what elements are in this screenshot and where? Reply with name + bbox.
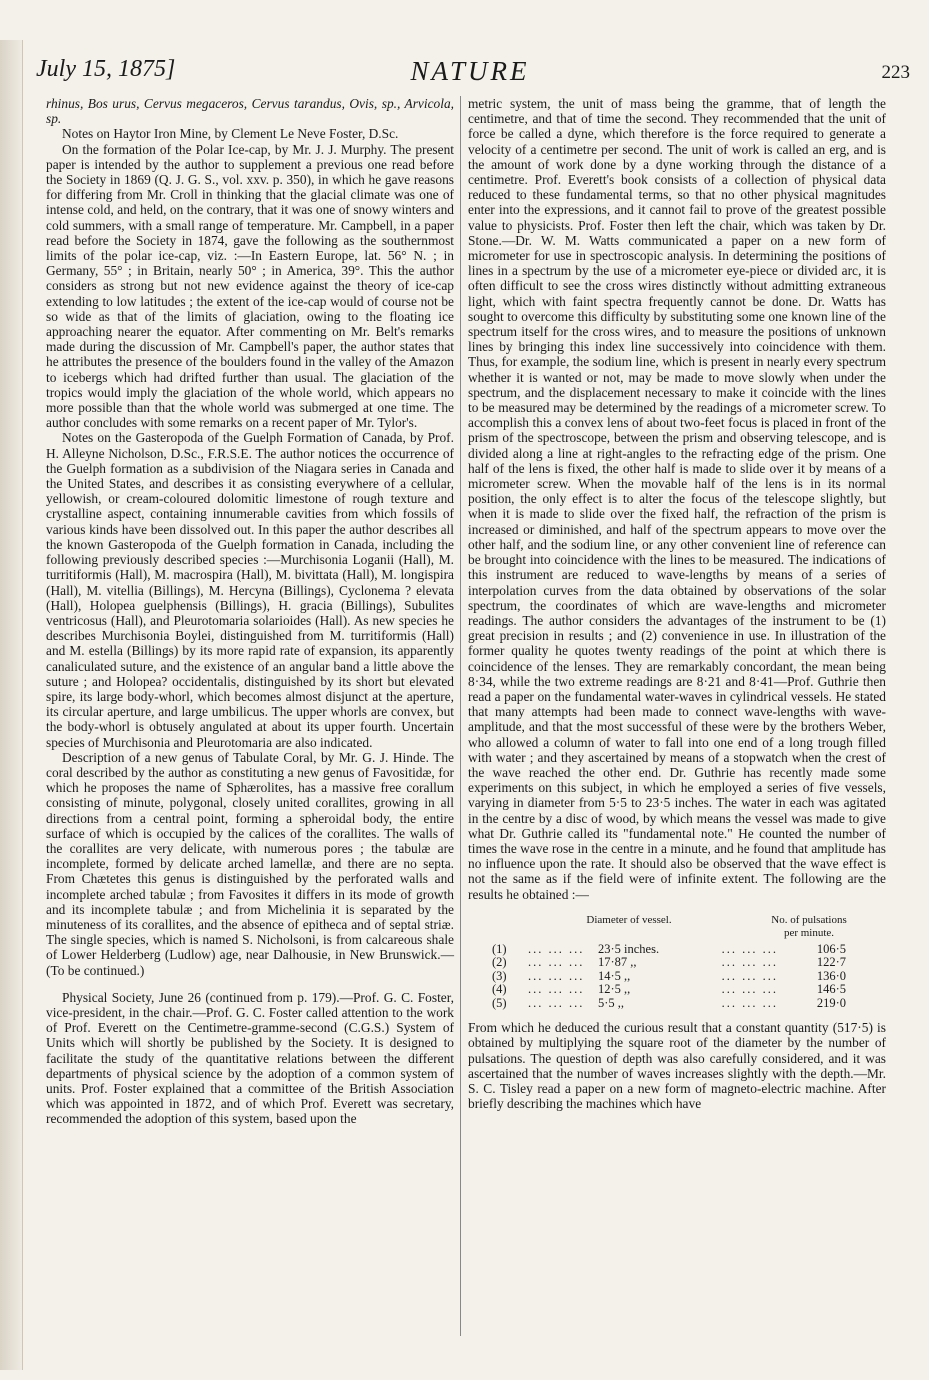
column-divider (460, 96, 461, 1336)
paragraph: On the formation of the Polar Ice-cap, by Mr. J. J. Murphy. The present paper is intended by the author to supplement a previous one read before the Society in 1869 (Q. J. G. S., vol. xxv. p. 350), in which he gave reasons for differing from Mr. Croll in thinking that the glacial climate was one of intense cold, and held, on the contrary, that it was one of snowy winters and cold summers, with a small range of temperature. Mr. Campbell, in a paper read before the Society in 1874, gave the following as the southernmost limits of the polar ice-cap, viz. :—In Eastern Europe, lat. 56° N. ; in Germany, 55° ; in Britain, nearly 50° ; in America, 39°. This the author considers as strong but not new evidence against the theory of ice-cap extending to low latitudes ; the extent of the ice-cap would of course not be so wide as that of the limits of glaciation, owing to the floating ice approaching nearer the equator. After commenting on Mr. Belt's remarks made during the discussion of Mr. Campbell's paper, the author states that he attributes the presence of the boulders found in the valley of the Amazon to icebergs which had drifted further than usual. The glaciation of the tropics would imply the glaciation of the whole world, which appears no more possible than that the whole world was submerged at one time. The author concludes with some remarks on a recent paper of Mr. Tylor's. (46, 141, 454, 431)
table-row: (4) ... ... ... 12·5 ,, ... ... ... 146·5 (492, 982, 846, 997)
left-column (46, 96, 454, 1127)
journal-title: NATURE (410, 56, 530, 86)
table-header (468, 914, 886, 941)
results-table (468, 914, 886, 1011)
paragraph: rhinus, Bos urus, Cervus megaceros, Cervus tarandus, Ovis, sp., Arvicola, sp. (46, 96, 454, 127)
table-row: (3) ... ... ... 14·5 ,, ... ... ... 136·0 (492, 968, 846, 983)
right-column (468, 96, 886, 1111)
binding-gutter (0, 40, 23, 1370)
table-row: (1) ... ... ... 23·5 inches. ... ... ... 106·5 (492, 941, 846, 956)
paragraph: Description of a new genus of Tabulate Coral, by Mr. G. J. Hinde. The coral described by the author as constituting a new genus of Favositidæ, for which he proposes the name of Sphærolites, has a massive free corallum consisting of minute, polygonal, closely united corallites, growing in all directions from a central point, forming a spheroidal body, the entire surface of which is occupied by the calices of the corallites. The walls of the corallites are very delicate, with numerous pores ; the tabulæ are incomplete, formed by delicate arched lamellæ, and there are no septa. From Chætetes this genus is distinguished by the perforated walls and incomplete arched tabulæ ; from Favosites it differs in its mode of growth and its incomplete tabulæ ; and from Michelinia it is separated by the minuteness of its corallites, and the absence of epitheca and of septal striæ. The single species, which is named S. Nicholsoni, is from calcareous shale of Lower Helderberg (Ludlow) age, near Dalhousie, in New Brunswick.—(To be continued.) (46, 749, 454, 978)
page-header (30, 56, 910, 86)
paragraph: Notes on Haytor Iron Mine, by Clement Le Neve Foster, D.Sc. (62, 126, 399, 142)
column-header-diameter: Diameter of vessel. (586, 913, 672, 926)
paragraph: Notes on the Gasteropoda of the Guelph Formation of Canada, by Prof. H. Alleyne Nicholson, D.Sc., F.R.S.E. The author notices the occurrence of the Guelph formation as a subdivision of the Niagara series in Canada and the United States, and describes it as consisting everywhere of a cellular, yellowish, or cream-coloured dolomitic limestone of rough texture and crystalline aspect, containing innumerable cavities from which fossils of various kinds have been dissolved out. In this paper the author describes all the known Gasteropoda of the Guelph formation in Canada, including the following previously described species :—Murchisonia Loganii (Hall), M. turritiformis (Hall), M. macrospira (Hall), M. bivittata (Hall), M. longispira (Hall), M. vitellia (Billings), M. Hercyna (Billings), Cyclonema ? elevata (Hall), Holopea guelphensis (Billings), H. gracia (Billings), Subulites ventricosus (Hall), and Pleurotomaria solarioides (Hall). As new species he describes Murchisonia Boylei, distinguished from M. turritiformis (Hall) and M. estella (Billings) by its more rapid rate of expansion, its apparently canaliculated suture, and the existence of an angular band a little above the suture ; and Holopea? occidentalis, distinguished by its short but elevated spire, its large body-whorl, which becomes almost disjunct at the aperture, its circular aperture, and large umbilicus. The upper whorls are convex, but the body-whorl is obtusely angulated at about its upper fourth. Uncertain species of Murchisonia and Pleurotomaria are also indicated. (46, 430, 454, 750)
paragraph: Physical Society, June 26 (continued from p. 179).—Prof. G. C. Foster, vice-president, in the chair.—Prof. G. C. Foster called attention to the work of Prof. Everett on the Centimetre-gramme-second (C.G.S.) System of Units which will shortly be published by the Society. It is designed to facilitate the study of the quantitative relations between the different departments of physical science by the adoption of a common system of units. Prof. Foster explained that a committee of the British Association which was appointed in 1872, and of which Prof. Everett was secretary, recommended the adoption of this system, based upon the (46, 989, 454, 1127)
issue-date: July 15, 1875] (36, 56, 176, 82)
table-row: (5) ... ... ... 5·5 ,, ... ... ... 219·0 (492, 995, 846, 1010)
paragraph: metric system, the unit of mass being the gramme, that of length the centimetre, and that of time the second. They recommended that the unit of force be called a dyne, which therefore is the force required to generate a velocity of a centimetre per second. The unit of work is called an erg, and is the amount of work done by a dyne working through the distance of a centimetre. Prof. Everett's book consists of a collection of physical data reduced to these fundamental terms, so that no other physical magnitudes enter into the expressions, and it cannot fail to prove of the greatest possible value to physicists. Prof. Foster then left the chair, which was taken by Dr. Stone.—Dr. W. M. Watts communicated a paper on a new form of micrometer for use in spectroscopic analysis. In determining the positions of lines in a spectrum by the use of a micrometer eye-piece or divided arc, it is often difficult to see the cross wires distinctly without admitting extraneous light, which with faint spectra frequently cannot be done. Dr. Watts has sought to overcome this difficulty by substituting some one known line of the spectrum itself for the cross wires, and to measure the positions of unknown lines by bringing this index line successively into coincidence with them. Thus, for example, the sodium line, which is present in nearly every spectrum whether it is wanted or not, may be made to move slowly when under the spectrum, and the displacement necessary to make it coincide with the lines to be measured may be determined by the readings of a micrometer screw. To accomplish this a convex lens of about two-feet focus is placed in front of the prism of the spectroscope, between the prism and observing telescope, and is divided along a line at right-angles to the refracting edge of the prism. One half of the lens is fixed, the other half is made to slide over it by means of a micrometer screw. When the movable half of the lens is in its normal position, the only effect is to alter the focus of the telescope slightly, but when it is made to slide over the fixed half, the refraction of the prism is increased or diminished, and half of the spectrum appears to move over the other half, and the sodium line, or any other convenient line of reference can be brought into coincidence with the lines to be measured. The indications of this instrument are reduced to wave-lengths by means of a series of interpolation curves from the data obtained by observations of the solar spectrum, the coordinates of which are wave-lengths and micrometer readings. The author considers the advantages of the instrument to be (1) great precision in results ; and (2) convenience in use. In illustration of the former quality he quotes twenty readings of the point at which there is coincidence of the lenses. They are remarkably concordant, the mean being 8·34, while the two extreme readings are 8·21 and 8·41—Prof. Guthrie then read a paper on the fundamental water-waves in cylindrical vessels. He stated that many attempts had been made to connect wave-lengths with wave-amplitude, and that the most successful of these were by the brothers Weber, who allowed a column of water to fall into one end of a long trough filled with water ; and they ascertained by means of a stopwatch when the crest of the wave reached the other end. Dr. Guthrie has recently made some experiments on this subject, in which he employed a series of five vessels, varying in diameter from 5·5 to 23·5 inches. The water in each was agitated in the centre by a disc of wood, by which means the vessel was made to give what Dr. Guthrie called its "fundamental note." He counted the number of times the wave rose in the centre in a minute, and he found that amplitude has no influence upon the rate. It should also be observed that the wave effect is not the same as if the field were of infinite extent. The following are the results he obtained :— (468, 96, 886, 902)
column-header-pulsations: No. of pulsations per minute. (771, 913, 847, 940)
table-row: (2) ... ... ... 17·87 ,, ... ... ... 122·7 (492, 955, 846, 970)
paragraph: From which he deduced the curious result that a constant quantity (517·5) is obtained by multiplying the square root of the diameter by the number of pulsations. The question of depth was also carefully considered, and it was ascertained that the number of waves increases slightly with the depth.—Mr. S. C. Tisley read a paper on a new form of magneto-electric machine. After briefly describing the machines which have (468, 1020, 886, 1112)
page-number: 223 (881, 62, 910, 83)
